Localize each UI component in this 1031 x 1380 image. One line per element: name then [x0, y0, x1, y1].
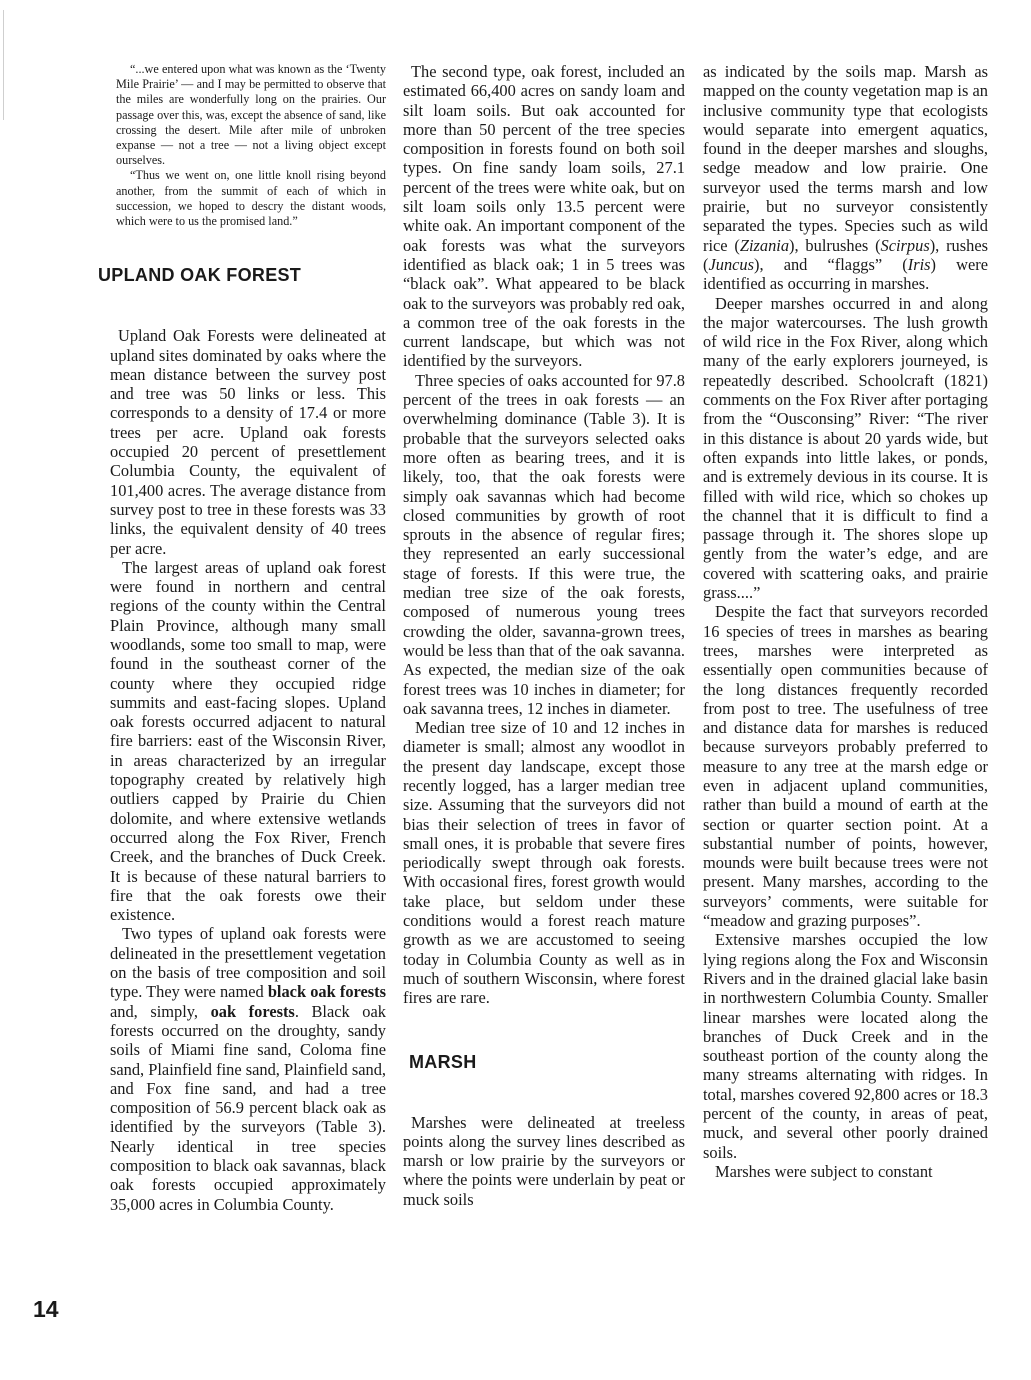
paragraph [110, 924, 386, 1213]
column-2 [403, 62, 685, 1209]
paragraph: Deeper marshes occurred in and along the major watercourses. The lush growth of wild rice in the Fox River, along which many of the early explorers journeyed, is repeatedly described. Schoolcraft (1821) comments on the Fox River after portaging from the “Ousconsing” River: “The river in this distance is about 20 yards wide, but often expands into little lakes, or ponds, and is extremely devious in its course. It is filled with wild rice, which so chokes up the channel that it is difficult to find a passage through it. The shores slope up gently from the water’s edge, and are covered with scattering oaks, and prairie grass....” [703, 293, 988, 603]
paragraph: Median tree size of 10 and 12 inches in diameter is small; almost any woodlot in the present day landscape, except those recently logged, has a larger median tree size. Assuming that the surveyors did not bias their selection of trees in favor of small ones, it is probable that severe fires periodically swept through oak forests. With occasional fires, forest growth would take place, but seldom under these conditions would a forest reach mature growth as we are accustomed to seeing today in Columbia County as well as in much of southern Wisconsin, where forest fires are rare. [403, 718, 685, 1008]
text-run: ), rushes ( [703, 235, 988, 274]
marsh-continued-text [703, 62, 988, 1181]
species-name: Juncus [708, 254, 754, 274]
section-heading-marsh: MARSH [409, 1051, 477, 1072]
text-run: and, simply, [110, 1001, 211, 1021]
text-run: ), and “flaggs” ( [753, 254, 908, 274]
text-run: ), bulrushes ( [789, 235, 881, 255]
column-1 [98, 62, 386, 1214]
page-number: 14 [33, 1296, 59, 1322]
bold-term-black-oak-forests: black oak forests [267, 982, 386, 1002]
prairie-quote [116, 62, 386, 229]
text-run: ) were identified as occurring in marshes. [703, 254, 988, 294]
paragraph: Despite the fact that surveyors recorded 16 species of trees in marshes as bearing trees, marshes were interpreted as essentially open communities because of the long distances frequently recorded from post to tree. The usefulness of tree and distance data for marshes is reduced because surveyors probably preferred to measure to any tree at the marsh edge or even in adjacent upland communities, rather than build a mound of earth at the section or quarter section point. At a substantial number of points, however, mounds were built because trees were not present. Many marshes, according to the surveyors’ comments, were suitable for “meadow and grazing purposes”. [703, 602, 988, 931]
marsh-text [403, 1113, 685, 1209]
page-edge-mark [3, 10, 4, 120]
paragraph: Upland Oak Forests were delineated at upland sites dominated by oaks where the mean distance between the survey post and tree was 50 links or less. This corresponds to a density of 17.4 or more trees per acre. Upland oak forests occupied 20 percent of presettlement Columbia County, the equivalent of 101,400 acres. The average distance from survey post to tree in these forests was 33 links, the equivalent density of 40 trees per acre. [110, 326, 386, 558]
oak-forest-text [403, 62, 685, 1008]
paragraph [703, 62, 988, 294]
upland-oak-forest-text [110, 326, 386, 1214]
paragraph: The second type, oak forest, included an estimated 66,400 acres on sandy loam and silt loam soils. But oak accounted for more than 50 percent of the tree species composition in forests found on both soil types. On fine sandy loam soils, 27.1 percent of the trees were white oak, but on silt loam soils only 13.5 percent were white oak. An important component of the oak forests was what the surveyors identified as black oak; 1 in 5 trees was “black oak”. What appeared to be black oak to the surveyors was probably red oak, a common tree of the oak forests in the current landscape, but which was not identified by the surveyors. [403, 62, 685, 371]
species-name: Iris [907, 254, 931, 274]
paragraph: The largest areas of upland oak forest were found in northern and central regions of the county within the Central Plain Province, although many small woodlands, some too small to map, were found in the southeast corner of the county where they occupied ridge summits and east-facing slopes. Upland oak forests occurred adjacent to natural fire barriers: east of the Wisconsin River, in areas characterized by an irregular topography created by relatively high outliers capped by Prairie du Chien dolomite, and where extensive wetlands occurred along the Fox River, French Creek, and the branches of Duck Creek. It is because of these natural barriers to fire that the oak forests owe their existence. [110, 557, 386, 925]
species-name: Zizania [739, 235, 790, 255]
paragraph: Marshes were delineated at treeless points along the survey lines described as marsh or low prairie by the surveyors or where the points were underlain by peat or muck soils [403, 1112, 685, 1209]
paragraph: Three species of oaks accounted for 97.8 percent of the trees in oak forests — an overwhelming dominance (Table 3). It is probable that the surveyors selected oaks more often as bearing trees, and it is likely, too, that the oak forests were simply oak savannas which had become closed communities by growth of root sprouts in the absence of regular fires; they represented an early successional stage of forests. If this were true, the median tree size of the oak forests, composed of numerous young trees crowding the older, savanna-grown trees, would be less than that of the oak savanna. As expected, the median size of the oak forest trees was 10 inches in diameter; for oak savanna trees, 12 inches in diameter. [403, 370, 685, 718]
bold-term-oak-forests: oak forests [210, 1001, 295, 1021]
paragraph: Extensive marshes occupied the low lying regions along the Fox and Wisconsin Rivers and in the drained glacial lake basin in northwestern Columbia County. Smaller linear marshes were located along the branches of Duck Creek and in the southeast portion of the county along the many streams alternating with ridges. In total, marshes covered 92,800 acres or 18.3 percent of the county, in areas of peat, muck, and several other poorly drained soils. [703, 930, 988, 1162]
text-run: as indicated by the soils map. Marsh as mapped on the county vegetation map is an inclusive community type that ecologists would separate into emergent aquatics, found in the deeper marshes and sloughs, sedge meadow and low prairie. One surveyor used the terms marsh and low prairie, but no surveyor consistently separated the types. Species such as wild rice ( [703, 62, 988, 255]
column-3 [703, 62, 988, 1181]
quote-paragraph: “...we entered upon what was known as the ‘Twenty Mile Prairie’ — and I may be permitted to observe that the miles are wonderfully long on the prairies. Our passage over this, was, except the absence of sand, like crossing the desert. Mile after mile of unbroken expanse — not a tree — not a living object except ourselves. [116, 62, 386, 168]
quote-paragraph: “Thus we went on, one little knoll rising beyond another, from the summit of each of which in succession, we hoped to descry the distant woods, which were to us the promised land.” [116, 168, 386, 229]
paragraph: Marshes were subject to constant [715, 1161, 933, 1181]
section-heading-upland-oak-forest: UPLAND OAK FOREST [98, 265, 302, 286]
species-name: Scirpus [880, 235, 930, 255]
text-run: . Black oak forests occurred on the droughty, sandy soils of Miami fine sand, Coloma fine sand, Plainfield fine sand, Plainfield sand, and Fox fine sand, and had a tree composition of 56.9 percent black oak as identified by the surveyors (Table 3). Nearly identical in tree species composition to black oak savannas, black oak forests occupied approximately 35,000 acres in Columbia County. [110, 1001, 386, 1214]
text-run: Two types of upland oak forests were delineated in the presettlement vegetation on the basis of tree composition and soil type. They were named [110, 924, 386, 1002]
